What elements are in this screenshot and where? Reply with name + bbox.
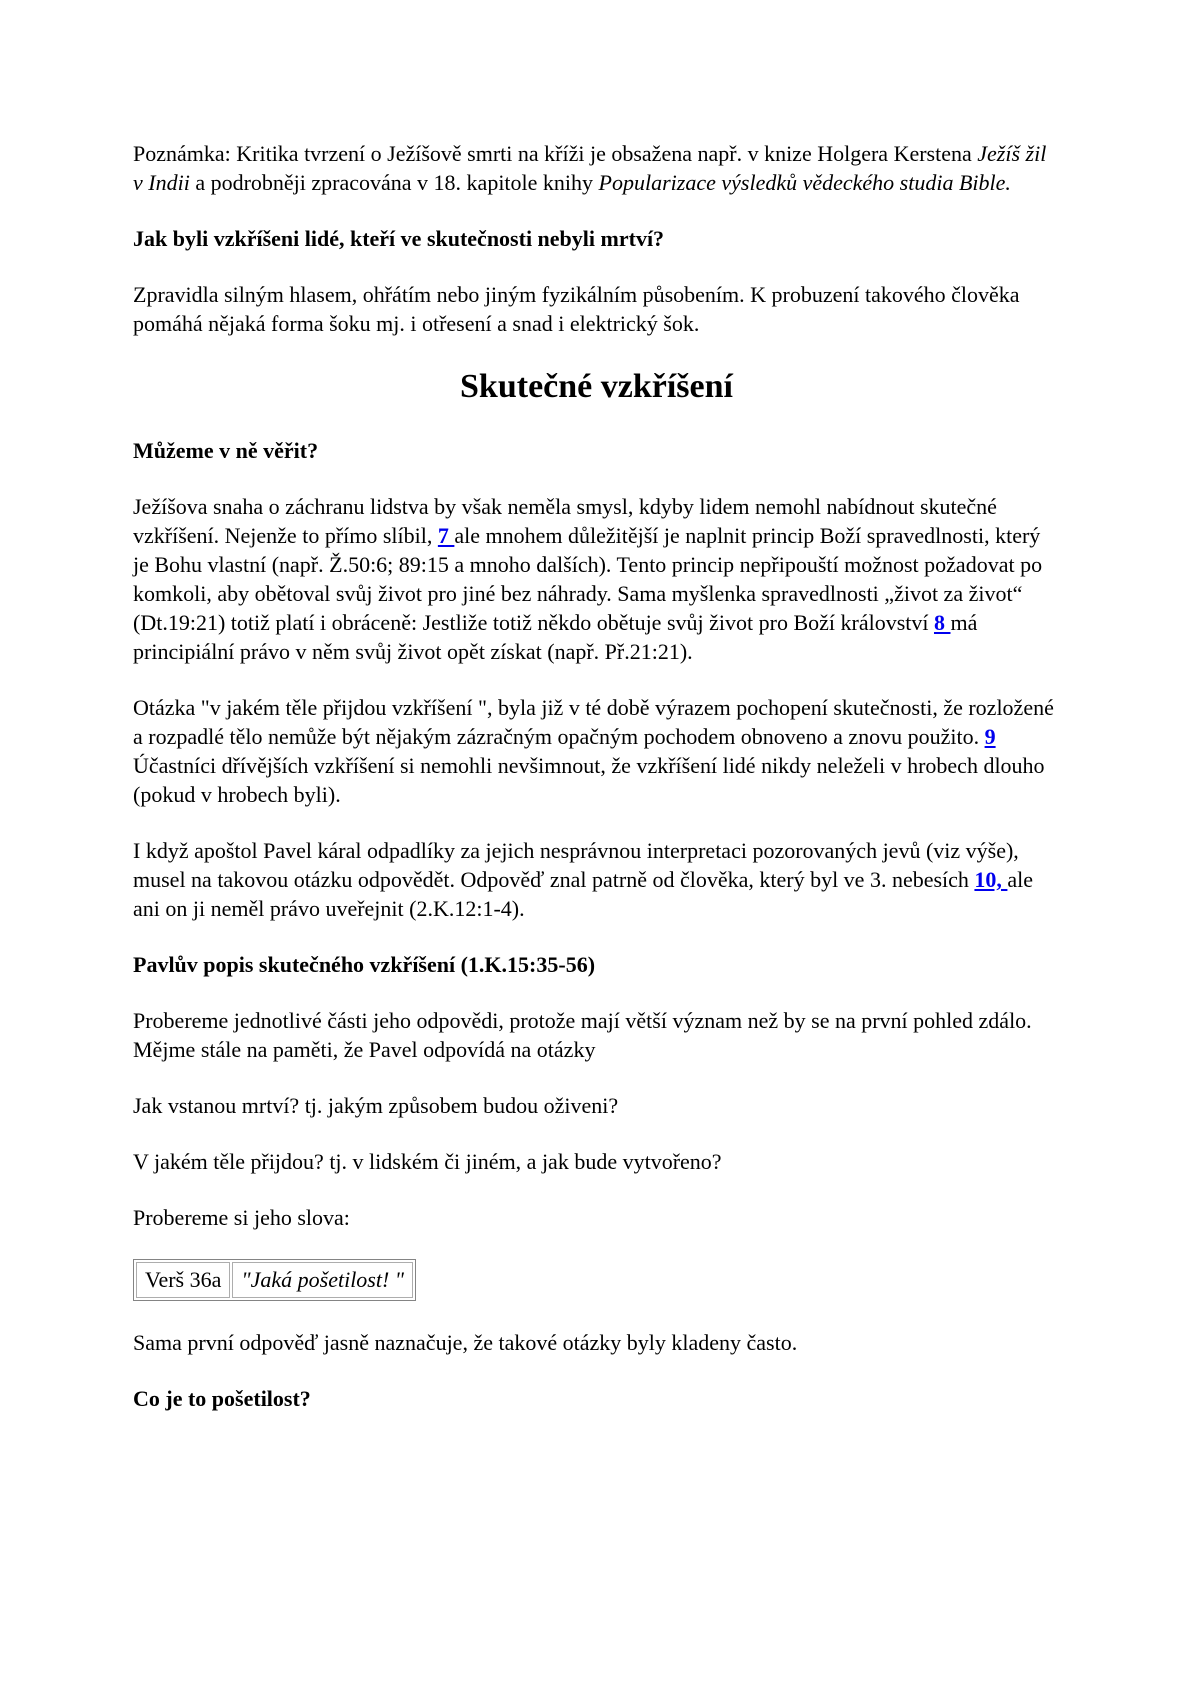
footnote-link-8[interactable]: 8 [933, 610, 951, 635]
text-run: Zpravidla silným hlasem, ohřátím nebo jiným fyzikálním působením. K probuzení takového člověka pomáhá nějaká forma šoku mj. i otřesení a snad i elektrický šok. [133, 282, 1020, 336]
text-run: Pavlův popis skutečného vzkříšení (1.K.15:35-56) [133, 952, 596, 977]
note-paragraph [133, 139, 1060, 197]
text-run: V jakém těle přijdou? tj. v lidském či jiném, a jak bude vytvořeno? [133, 1149, 722, 1174]
footnote-link-10[interactable]: 10, [974, 867, 1008, 892]
text-run: Popularizace výsledků vědeckého studia Bible. [598, 170, 1011, 195]
text-run: Probereme si jeho slova: [133, 1205, 350, 1230]
text-run: ale mnohem důležitější je naplnit princip Boží spravedlnosti, který je Bohu vlastní (např. Ž.50:6; 89:15 a mnoho dalších). Tento princip nepřipouští možnost požadovat po komkoli, aby obětoval svůj život pro jiné bez náhrady. Sama myšlenka spravedlnosti „život za život“ (Dt.19:21) totiž platí i obráceně: Jestliže totiž někdo obětuje svůj život pro Boží království [133, 523, 1043, 635]
text-run: Jak byli vzkříšeni lidé, kteří ve skutečnosti nebyli mrtví? [133, 226, 665, 251]
text-run: Sama první odpověď jasně naznačuje, že takové otázky byly kladeny často. [133, 1330, 798, 1355]
text-run: Můžeme v ně věřit? [133, 438, 319, 463]
text-run: a podrobněji zpracována v 18. kapitole knihy [189, 170, 599, 195]
paragraph-paul-answer [133, 836, 1060, 923]
text-run: ale ani on ji neměl právo uveřejnit (2.K.12:1-4). [133, 867, 1034, 921]
text-run: Ježíš žil v Indii [133, 141, 1047, 195]
text-run: Poznámka: Kritika tvrzení o Ježíšově smrti na kříži je obsažena např. v knize Holgera Kerstena [133, 141, 978, 166]
verse-table-row [136, 1262, 413, 1298]
footnote-link-7[interactable]: 7 [437, 523, 455, 548]
paragraph-question-how-raised [133, 1091, 1060, 1120]
text-run: Ježíšova snaha o záchranu lidstva by však neměla smysl, kdyby lidem nemohl nabídnout skutečné vzkříšení. Nejenže to přímo slíbil, [133, 494, 997, 548]
paragraph-question-what-body [133, 1147, 1060, 1176]
text-run: má principiální právo v něm svůj život opět získat (např. Př.21:21). [133, 610, 978, 664]
document-body [133, 139, 1060, 1413]
paragraph-his-words [133, 1203, 1060, 1232]
paragraph-we-will-discuss [133, 1006, 1060, 1064]
heading-paul-description [133, 950, 1060, 979]
answer-paragraph-awakening [133, 280, 1060, 338]
text-run: Otázka "v jakém těle přijdou vzkříšení ", byla již v té době výrazem pochopení skutečnosti, že rozložené a rozpadlé tělo nemůže být nějakým zázračným opačným pochodem obnoveno a znovu použito. [133, 695, 1054, 749]
text-run: Skutečné vzkříšení [460, 368, 733, 405]
heading-what-is-folly [133, 1384, 1060, 1413]
text-run: Jak vstanou mrtví? tj. jakým způsobem budou oživeni? [133, 1093, 619, 1118]
question-heading-resurrected-not-dead [133, 224, 1060, 253]
text-run: Účastníci dřívějších vzkříšení si nemohli nevšimnout, že vzkříšení lidé nikdy neleželi v hrobech dlouho (pokud v hrobech byli). [133, 753, 1045, 807]
paragraph-jesus-effort [133, 492, 1060, 666]
paragraph-first-answer [133, 1328, 1060, 1357]
text-run: I když apoštol Pavel káral odpadlíky za jejich nesprávnou interpretaci pozorovaných jevů (viz výše), musel na takovou otázku odpovědět. Odpověď znal patrně od člověka, který byl ve 3. nebesích [133, 838, 1019, 892]
question-heading-can-we-believe [133, 436, 1060, 465]
text-run: Probereme jednotlivé části jeho odpovědi, protože mají větší význam než by se na první pohled zdálo. Mějme stále na paměti, že Pavel odpovídá na otázky [133, 1008, 1032, 1062]
footnote-link-9[interactable]: 9 [984, 724, 996, 749]
verse-table [133, 1259, 416, 1301]
verse-ref-cell: Verš 36a [136, 1262, 230, 1298]
paragraph-in-what-body [133, 693, 1060, 809]
text-run: Co je to pošetilost? [133, 1386, 311, 1411]
verse-quote-cell: "Jaká pošetilost! " [232, 1262, 413, 1298]
main-title [133, 365, 1060, 409]
